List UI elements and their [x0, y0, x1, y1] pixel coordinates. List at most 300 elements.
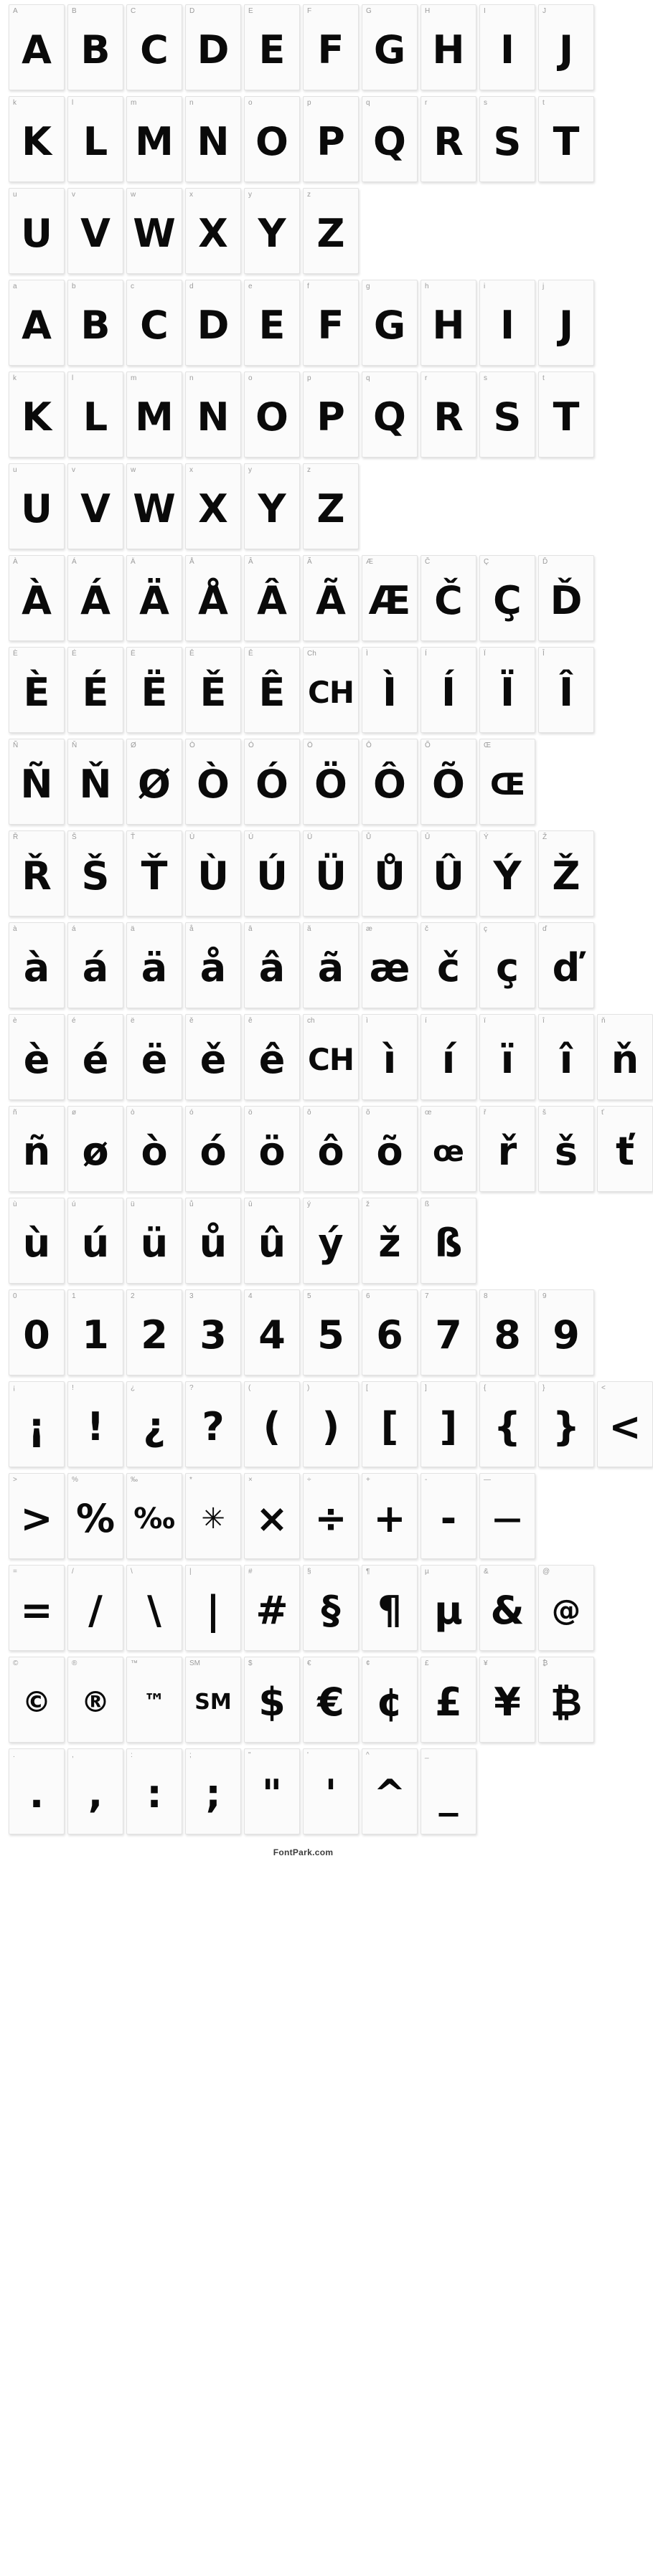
glyph-cell[interactable] [185, 4, 241, 90]
glyph-cell[interactable] [479, 1565, 535, 1651]
glyph-cell[interactable] [303, 280, 359, 366]
glyph-cell[interactable] [303, 1289, 359, 1375]
glyph-cell[interactable] [185, 1565, 241, 1651]
glyph-cell[interactable] [185, 1381, 241, 1467]
glyph-cell[interactable] [126, 463, 182, 549]
glyph-cell[interactable] [479, 1473, 535, 1559]
glyph-cell[interactable] [67, 1014, 123, 1100]
glyph-code-label: r [425, 99, 428, 107]
glyph-cell[interactable] [185, 1289, 241, 1375]
glyph-cell[interactable] [303, 922, 359, 1008]
glyph-character: ' [324, 1771, 337, 1817]
glyph-row-accented-upper-2 [0, 647, 606, 733]
glyph-cell[interactable] [303, 1748, 359, 1834]
glyph-cell[interactable] [421, 1289, 476, 1375]
glyph-row-accented-upper-1 [0, 555, 606, 641]
glyph-cell[interactable] [362, 1657, 418, 1743]
glyph-cell[interactable] [244, 96, 300, 182]
glyph-cell[interactable] [67, 1198, 123, 1284]
glyph-cell[interactable] [421, 1748, 476, 1834]
glyph-code-label: Č [425, 558, 431, 566]
glyph-cell[interactable] [362, 1198, 418, 1284]
glyph-character: W [133, 486, 176, 531]
glyph-cell[interactable] [9, 1748, 65, 1834]
glyph-cell[interactable] [67, 1106, 123, 1192]
glyph-cell[interactable] [538, 96, 594, 182]
glyph-cell[interactable] [67, 922, 123, 1008]
glyph-code-label: H [425, 7, 431, 15]
glyph-character: í [441, 1037, 456, 1082]
glyph-code-label: 9 [542, 1292, 547, 1300]
glyph-cell[interactable] [185, 463, 241, 549]
glyph-cell[interactable] [421, 1565, 476, 1651]
glyph-cell[interactable] [538, 922, 594, 1008]
glyph-cell[interactable] [362, 1748, 418, 1834]
glyph-code-label: î [542, 1017, 545, 1025]
glyph-character: G [373, 303, 406, 348]
glyph-cell[interactable] [9, 4, 65, 90]
glyph-cell[interactable] [538, 1014, 594, 1100]
glyph-cell[interactable] [244, 1289, 300, 1375]
glyph-code-label: k [13, 374, 17, 382]
glyph-cell[interactable] [597, 1106, 653, 1192]
glyph-cell[interactable] [67, 1748, 123, 1834]
glyph-character: A [22, 303, 52, 348]
glyph-cell[interactable] [362, 280, 418, 366]
glyph-character: Ù [197, 853, 229, 899]
glyph-cell[interactable] [67, 188, 123, 274]
glyph-code-label: a [13, 283, 17, 290]
glyph-cell[interactable] [362, 4, 418, 90]
glyph-cell[interactable] [362, 922, 418, 1008]
glyph-cell[interactable] [362, 1473, 418, 1559]
glyph-code-label: 6 [366, 1292, 370, 1300]
glyph-cell[interactable] [67, 555, 123, 641]
glyph-code-label: ç [484, 925, 487, 933]
glyph-cell[interactable] [244, 1014, 300, 1100]
glyph-character: } [552, 1404, 581, 1449]
glyph-cell[interactable] [597, 1381, 653, 1467]
glyph-cell[interactable] [244, 188, 300, 274]
glyph-character: > [20, 1496, 53, 1541]
glyph-cell[interactable] [185, 739, 241, 825]
glyph-cell[interactable] [126, 188, 182, 274]
glyph-cell[interactable] [303, 463, 359, 549]
glyph-cell[interactable] [538, 1657, 594, 1743]
glyph-cell[interactable] [244, 922, 300, 1008]
glyph-code-label: Ú [248, 833, 254, 841]
glyph-cell[interactable] [67, 1473, 123, 1559]
glyph-cell[interactable] [303, 555, 359, 641]
glyph-cell[interactable] [421, 739, 476, 825]
glyph-cell[interactable] [185, 371, 241, 458]
glyph-code-label: y [248, 191, 252, 199]
glyph-character: ₿ [550, 1680, 582, 1725]
glyph-code-label: Ě [189, 650, 194, 658]
glyph-cell[interactable] [244, 830, 300, 917]
glyph-cell[interactable] [538, 830, 594, 917]
glyph-row-marks [0, 1748, 606, 1834]
glyph-cell[interactable] [303, 739, 359, 825]
glyph-code-label: n [189, 99, 194, 107]
glyph-code-label: z [307, 466, 311, 474]
glyph-code-label: ï [484, 1017, 486, 1025]
glyph-cell[interactable] [67, 647, 123, 733]
glyph-cell[interactable] [421, 1657, 476, 1743]
glyph-character: è [23, 1037, 50, 1082]
glyph-cell[interactable] [479, 739, 535, 825]
glyph-code-label: ™ [131, 1659, 138, 1667]
glyph-cell[interactable] [126, 1381, 182, 1467]
glyph-cell[interactable] [67, 739, 123, 825]
glyph-cell[interactable] [126, 922, 182, 1008]
glyph-cell[interactable] [9, 1381, 65, 1467]
glyph-cell[interactable] [538, 4, 594, 90]
glyph-cell[interactable] [244, 280, 300, 366]
glyph-cell[interactable] [126, 1473, 182, 1559]
glyph-code-label: ÷ [307, 1476, 311, 1484]
glyph-cell[interactable] [67, 1657, 123, 1743]
glyph-cell[interactable] [421, 555, 476, 641]
glyph-cell[interactable] [9, 555, 65, 641]
glyph-character: 9 [553, 1312, 580, 1358]
glyph-cell[interactable] [9, 463, 65, 549]
glyph-character: P [316, 394, 345, 440]
glyph-character: Ò [197, 762, 230, 807]
glyph-code-label: x [189, 191, 193, 199]
glyph-cell[interactable] [9, 280, 65, 366]
glyph-cell[interactable] [126, 830, 182, 917]
glyph-cell[interactable] [9, 1565, 65, 1651]
glyph-code-label: p [307, 374, 311, 382]
glyph-code-label: 4 [248, 1292, 253, 1300]
glyph-cell[interactable] [421, 647, 476, 733]
glyph-cell[interactable] [479, 555, 535, 641]
glyph-cell[interactable] [67, 1565, 123, 1651]
glyph-cell[interactable] [126, 739, 182, 825]
glyph-character: O [255, 119, 288, 164]
glyph-code-label: ò [131, 1109, 135, 1117]
glyph-cell[interactable] [421, 1198, 476, 1284]
glyph-cell[interactable] [9, 371, 65, 458]
glyph-cell[interactable] [126, 1565, 182, 1651]
glyph-cell[interactable] [362, 1381, 418, 1467]
glyph-cell[interactable] [479, 4, 535, 90]
glyph-cell[interactable] [126, 555, 182, 641]
glyph-character: K [22, 119, 52, 164]
glyph-character: Ï [499, 670, 515, 715]
glyph-character: 0 [23, 1312, 50, 1358]
glyph-character: N [197, 394, 230, 440]
glyph-cell[interactable] [126, 280, 182, 366]
glyph-code-label: j [542, 283, 545, 290]
glyph-code-label: í [425, 1017, 427, 1025]
glyph-code-label: " [248, 1751, 251, 1759]
glyph-cell[interactable] [67, 280, 123, 366]
glyph-cell[interactable] [538, 371, 594, 458]
glyph-code-label: Ø [131, 742, 136, 749]
glyph-character: G [373, 27, 406, 72]
glyph-cell[interactable] [538, 1565, 594, 1651]
glyph-character: 2 [141, 1312, 168, 1358]
glyph-code-label: Æ [366, 558, 373, 566]
glyph-cell[interactable] [9, 1106, 65, 1192]
glyph-cell[interactable] [362, 1106, 418, 1192]
glyph-cell[interactable] [126, 1014, 182, 1100]
glyph-code-label: G [366, 7, 372, 15]
glyph-cell[interactable] [126, 4, 182, 90]
glyph-code-label: ) [307, 1384, 310, 1392]
glyph-cell[interactable] [303, 830, 359, 917]
glyph-cell[interactable] [303, 1657, 359, 1743]
glyph-cell[interactable] [9, 1014, 65, 1100]
glyph-cell[interactable] [303, 371, 359, 458]
glyph-character: © [22, 1686, 51, 1719]
glyph-cell[interactable] [185, 1106, 241, 1192]
glyph-cell[interactable] [244, 1748, 300, 1834]
glyph-cell[interactable] [9, 96, 65, 182]
glyph-cell[interactable] [185, 96, 241, 182]
glyph-code-label: ( [248, 1384, 251, 1392]
glyph-cell[interactable] [9, 647, 65, 733]
glyph-code-label: ö [248, 1109, 253, 1117]
glyph-cell[interactable] [303, 1106, 359, 1192]
glyph-code-label: w [131, 466, 136, 474]
glyph-cell[interactable] [67, 463, 123, 549]
glyph-cell[interactable] [185, 188, 241, 274]
glyph-cell[interactable] [479, 96, 535, 182]
glyph-character: Y [258, 486, 286, 531]
glyph-cell[interactable] [185, 922, 241, 1008]
glyph-code-label: 0 [13, 1292, 17, 1300]
glyph-character: 4 [258, 1312, 286, 1358]
glyph-code-label: g [366, 283, 370, 290]
glyph-cell[interactable] [185, 1748, 241, 1834]
glyph-cell[interactable] [185, 555, 241, 641]
glyph-cell[interactable] [244, 1473, 300, 1559]
glyph-character: ã [317, 945, 344, 990]
glyph-code-label: Â [248, 558, 253, 566]
glyph-cell[interactable] [126, 371, 182, 458]
glyph-cell[interactable] [303, 647, 359, 733]
glyph-cell[interactable] [185, 1014, 241, 1100]
glyph-cell[interactable] [244, 1565, 300, 1651]
glyph-cell[interactable] [479, 647, 535, 733]
glyph-code-label: ^ [366, 1751, 370, 1759]
glyph-cell[interactable] [244, 555, 300, 641]
glyph-cell[interactable] [421, 280, 476, 366]
glyph-character: V [80, 486, 111, 531]
glyph-code-label: ë [131, 1017, 135, 1025]
glyph-cell[interactable] [303, 4, 359, 90]
glyph-cell[interactable] [362, 1289, 418, 1375]
glyph-cell[interactable] [303, 1198, 359, 1284]
glyph-cell[interactable] [9, 830, 65, 917]
glyph-cell[interactable] [479, 1014, 535, 1100]
glyph-code-label: Ç [484, 558, 489, 566]
glyph-character: ď [552, 945, 581, 990]
glyph-code-label: s [484, 374, 487, 382]
glyph-cell[interactable] [185, 1473, 241, 1559]
glyph-cell[interactable] [538, 1106, 594, 1192]
glyph-character: . [29, 1771, 44, 1817]
glyph-cell[interactable] [303, 1473, 359, 1559]
glyph-character: È [23, 670, 50, 715]
glyph-cell[interactable] [303, 1565, 359, 1651]
glyph-cell[interactable] [362, 96, 418, 182]
glyph-code-label: ] [425, 1384, 427, 1392]
glyph-cell[interactable] [362, 371, 418, 458]
glyph-cell[interactable] [126, 647, 182, 733]
glyph-code-label: + [366, 1476, 370, 1484]
glyph-cell[interactable] [126, 1657, 182, 1743]
glyph-cell[interactable] [244, 647, 300, 733]
glyph-row-punctuation-2 [0, 1473, 606, 1559]
glyph-code-label: ø [72, 1109, 77, 1117]
glyph-code-label: ê [248, 1017, 253, 1025]
glyph-code-label: x [189, 466, 193, 474]
glyph-code-label: Ť [131, 833, 136, 841]
glyph-cell[interactable] [303, 1381, 359, 1467]
glyph-cell[interactable] [421, 1381, 476, 1467]
glyph-cell[interactable] [126, 1106, 182, 1192]
glyph-cell[interactable] [479, 371, 535, 458]
glyph-cell[interactable] [538, 1289, 594, 1375]
glyph-cell[interactable] [244, 371, 300, 458]
glyph-code-label: I [484, 7, 486, 15]
glyph-cell[interactable] [597, 1014, 653, 1100]
glyph-code-label: ž [366, 1201, 370, 1208]
glyph-character: Œ [489, 767, 525, 802]
glyph-character: ý [318, 1221, 344, 1266]
glyph-character: , [88, 1771, 103, 1817]
glyph-cell[interactable] [185, 647, 241, 733]
glyph-character: ô [317, 1129, 344, 1174]
glyph-code-label: ì [366, 1017, 368, 1025]
glyph-cell[interactable] [421, 371, 476, 458]
glyph-cell[interactable] [303, 188, 359, 274]
glyph-cell[interactable] [9, 922, 65, 1008]
glyph-cell[interactable] [362, 1565, 418, 1651]
glyph-cell[interactable] [244, 4, 300, 90]
glyph-cell[interactable] [244, 463, 300, 549]
glyph-code-label: — [484, 1476, 491, 1484]
glyph-cell[interactable] [185, 1657, 241, 1743]
glyph-cell[interactable] [479, 830, 535, 917]
glyph-cell[interactable] [362, 830, 418, 917]
glyph-cell[interactable] [479, 1657, 535, 1743]
glyph-cell[interactable] [67, 1381, 123, 1467]
glyph-cell[interactable] [67, 4, 123, 90]
glyph-character: 6 [376, 1312, 403, 1358]
glyph-character: á [82, 945, 109, 990]
glyph-character: R [433, 394, 464, 440]
glyph-character: B [80, 27, 111, 72]
glyph-character: ť [616, 1129, 634, 1174]
glyph-cell[interactable] [421, 1014, 476, 1100]
glyph-character: ř [497, 1129, 517, 1174]
glyph-code-label: v [72, 191, 75, 199]
glyph-cell[interactable] [421, 830, 476, 917]
glyph-cell[interactable] [362, 739, 418, 825]
glyph-character: Ô [373, 762, 406, 807]
glyph-cell[interactable] [126, 96, 182, 182]
glyph-cell[interactable] [67, 830, 123, 917]
glyph-character: Ú [256, 853, 288, 899]
glyph-cell[interactable] [421, 4, 476, 90]
glyph-cell[interactable] [185, 280, 241, 366]
glyph-cell[interactable] [538, 555, 594, 641]
glyph-cell[interactable] [362, 647, 418, 733]
glyph-cell[interactable] [479, 1381, 535, 1467]
glyph-character: € [317, 1680, 344, 1725]
glyph-cell[interactable] [185, 830, 241, 917]
glyph-cell[interactable] [479, 280, 535, 366]
glyph-cell[interactable] [479, 1289, 535, 1375]
glyph-cell[interactable] [362, 1014, 418, 1100]
glyph-cell[interactable] [126, 1198, 182, 1284]
glyph-character: [ [380, 1404, 399, 1449]
glyph-character: â [258, 945, 286, 990]
glyph-character: Å [198, 578, 228, 623]
glyph-cell[interactable] [126, 1748, 182, 1834]
glyph-character: Ä [139, 578, 169, 623]
glyph-cell[interactable] [538, 280, 594, 366]
glyph-code-label: d [189, 283, 194, 290]
glyph-cell[interactable] [126, 1289, 182, 1375]
glyph-cell[interactable] [362, 555, 418, 641]
glyph-cell[interactable] [303, 96, 359, 182]
glyph-cell[interactable] [538, 647, 594, 733]
glyph-character: µ [434, 1588, 463, 1633]
glyph-code-label: æ [366, 925, 372, 933]
glyph-cell[interactable] [244, 1198, 300, 1284]
glyph-cell[interactable] [538, 1381, 594, 1467]
glyph-cell[interactable] [67, 371, 123, 458]
glyph-cell[interactable] [244, 1657, 300, 1743]
glyph-character: Č [434, 578, 463, 623]
glyph-cell[interactable] [244, 739, 300, 825]
glyph-code-label: ¥ [484, 1659, 488, 1667]
glyph-cell[interactable] [244, 1106, 300, 1192]
glyph-cell[interactable] [421, 1473, 476, 1559]
glyph-cell[interactable] [67, 1289, 123, 1375]
glyph-character: 5 [317, 1312, 344, 1358]
glyph-cell[interactable] [9, 1657, 65, 1743]
glyph-cell[interactable] [9, 1289, 65, 1375]
glyph-character: Ť [141, 853, 168, 899]
glyph-cell[interactable] [479, 922, 535, 1008]
glyph-cell[interactable] [421, 922, 476, 1008]
glyph-character: ? [202, 1404, 225, 1449]
glyph-cell[interactable] [421, 1106, 476, 1192]
glyph-cell[interactable] [303, 1014, 359, 1100]
glyph-cell[interactable] [9, 188, 65, 274]
glyph-cell[interactable] [185, 1198, 241, 1284]
glyph-cell[interactable] [9, 1473, 65, 1559]
glyph-cell[interactable] [67, 96, 123, 182]
glyph-cell[interactable] [479, 1106, 535, 1192]
glyph-cell[interactable] [9, 739, 65, 825]
glyph-code-label: o [248, 99, 253, 107]
glyph-cell[interactable] [244, 1381, 300, 1467]
glyph-cell[interactable] [9, 1198, 65, 1284]
glyph-character: ® [81, 1686, 110, 1719]
glyph-code-label: ¶ [366, 1568, 370, 1576]
glyph-character: Ů [374, 853, 405, 899]
glyph-cell[interactable] [421, 96, 476, 182]
glyph-code-label: ‰ [131, 1476, 138, 1484]
